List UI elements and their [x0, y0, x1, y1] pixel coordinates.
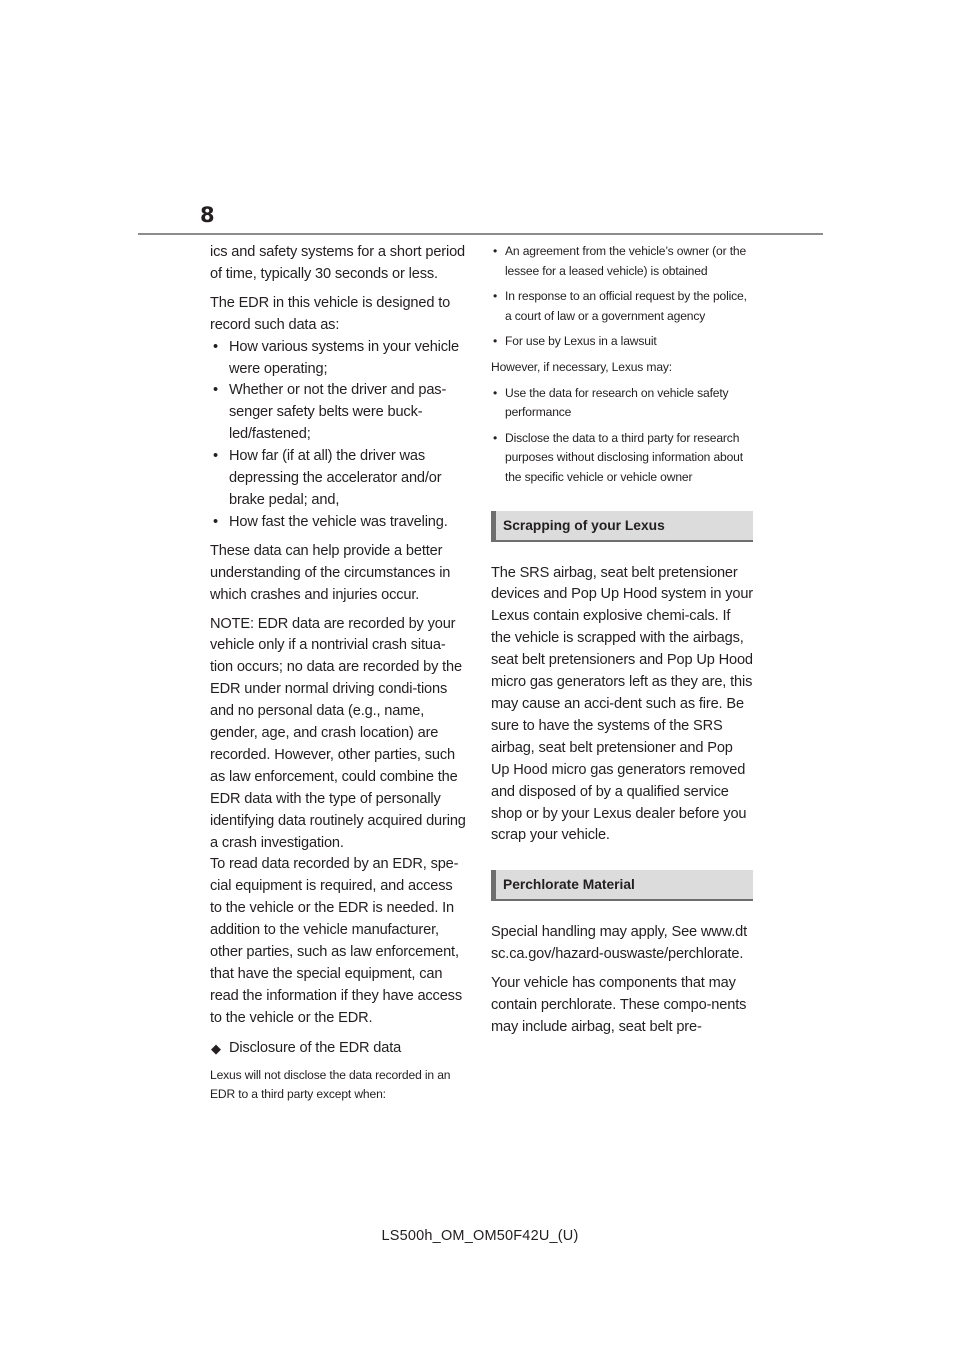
header-rule — [138, 233, 823, 235]
paragraph-understanding: These data can help provide a better understanding of the circumstances in which crashes and injuries occur. — [210, 542, 451, 603]
list-item: • Disclose the data to a third party for research purposes without disclosing information about the specific vehicle or vehicle owner — [491, 429, 753, 488]
paragraph-continued: ics and safety systems for a short period of time, typically 30 seconds or less. — [210, 244, 466, 282]
list-item: • For use by Lexus in a lawsuit — [491, 332, 753, 352]
diamond-bullet-icon: ◆ — [211, 1040, 221, 1056]
list-item: • Whether or not the driver and pas-senger safety belts were buck-led/fastened; — [210, 380, 468, 446]
right-column — [491, 242, 753, 1039]
paragraph-disclosure: Lexus will not disclose the data recorded in an EDR to a third party except when: — [210, 1067, 451, 1102]
page-number: 8 — [200, 203, 215, 227]
subheading-disclosure — [210, 1038, 468, 1060]
list-item: • An agreement from the vehicle’s owner (or the lessee for a leased vehicle) is obtained — [491, 242, 753, 281]
list-item: • In response to an official request by the police, a court of law or a government agency — [491, 287, 753, 326]
paragraph-edr-intro: The EDR in this vehicle is designed to record such data as: — [210, 294, 451, 333]
paragraph-note: NOTE: EDR data are recorded by your vehicle only if a nontrivial crash situa-tion occurs; no data are recorded by the EDR under normal driving condi-tions and no personal data (e.g., name, gender, age, and crash location) are recorded. However, other parties, such as law enforcement, could combine the EDR data with the type of personally identifying data routinely acquired during a crash investigation. — [210, 615, 466, 851]
list-item: • How various systems in your vehicle were operating; — [210, 337, 468, 381]
subheading-text: Disclosure of the EDR data — [229, 1039, 402, 1056]
lexus-may-list — [491, 384, 753, 488]
footer-code: LS500h_OM_OM50F42U_(U) — [381, 1228, 579, 1244]
paragraph-read-data: To read data recorded by an EDR, spe-cial equipment is required, and access to the vehicle or the EDR is needed. In addition to the vehicle manufacturer, other parties, such as law enforcement, that have the special equipment, can read the information if they have access to the vehicle or the EDR. — [210, 856, 462, 1026]
paragraph-perchlorate-link: Special handling may apply, See www.dtsc.ca.gov/hazard-ouswaste/perchlorate. — [491, 924, 748, 963]
list-item: • How fast the vehicle was traveling. — [210, 512, 468, 534]
edr-data-list — [210, 337, 468, 534]
left-column — [210, 242, 468, 1105]
list-item: • Use the data for research on vehicle safety performance — [491, 384, 753, 423]
section-heading-perchlorate: Perchlorate Material — [491, 870, 753, 901]
paragraph-however: However, if necessary, Lexus may: — [491, 359, 673, 374]
list-item: • How far (if at all) the driver was depressing the accelerator and/or brake pedal; and, — [210, 446, 468, 512]
section-heading-scrapping: Scrapping of your Lexus — [491, 511, 753, 542]
disclosure-exceptions-list — [491, 242, 753, 352]
paragraph-scrapping: The SRS airbag, seat belt pretensioner devices and Pop Up Hood system in your Lexus contain explosive chemi-cals. If the vehicle is scrapped with the airbags, seat belt pretensioners and Pop Up Hood micro gas generators left as they are, this may cause an acci-dent such as fire. Be sure to have the systems of the SRS airbag, seat belt pretensioner and Pop Up Hood micro gas generators removed and disposed of by a qualified service shop or by your Lexus dealer before you scrap your vehicle. — [491, 564, 753, 844]
paragraph-perchlorate-components: Your vehicle has components that may contain perchlorate. These compo-nents may include airbag, seat belt pre- — [491, 975, 747, 1035]
